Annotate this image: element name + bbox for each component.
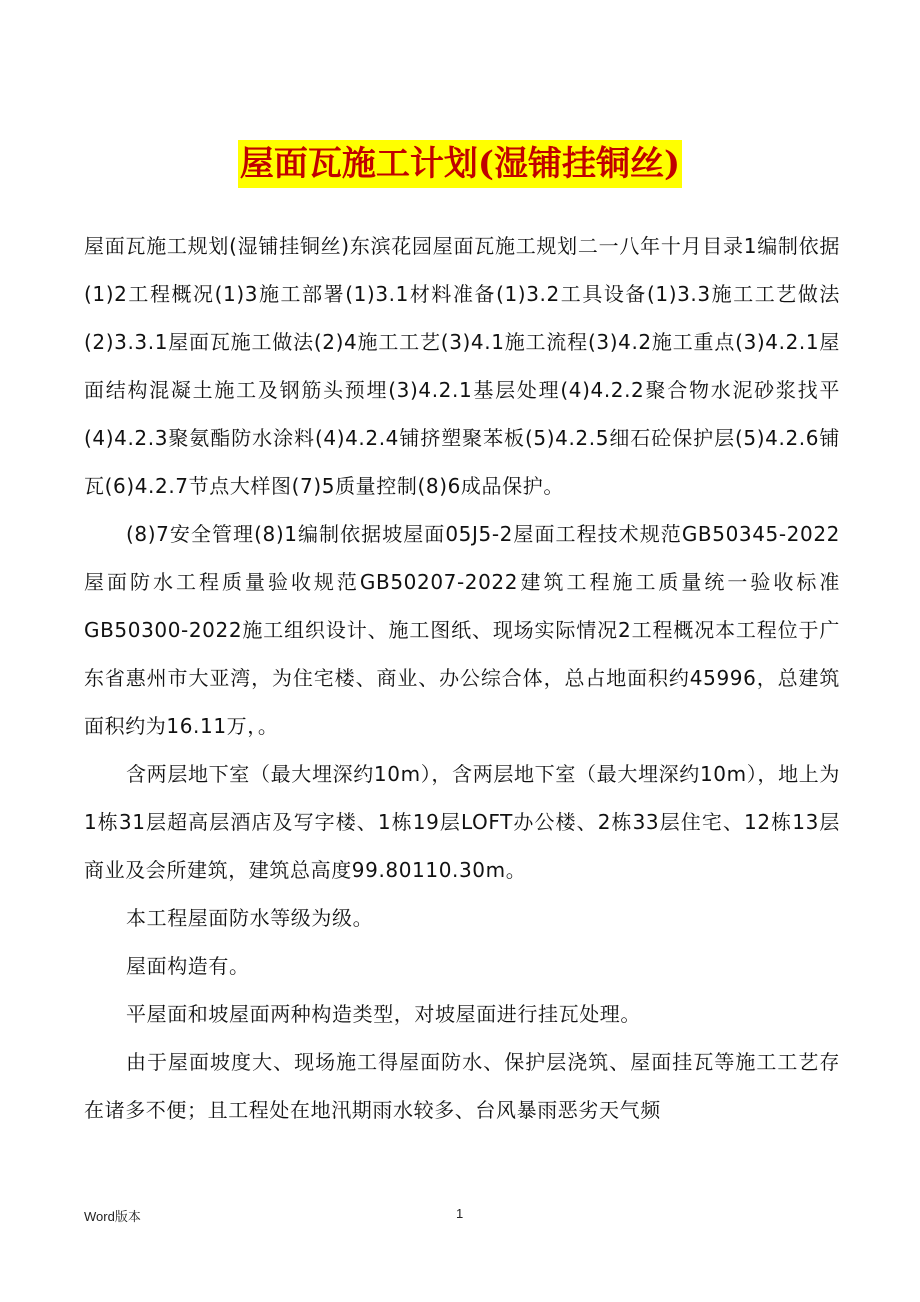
paragraph-4: 本工程屋面防水等级为级。: [126, 906, 374, 930]
paragraph-3: 含两层地下室（最大埋深约10m），含两层地下室（最大埋深约10m），地上为1栋31层超高层酒店及写字楼、1栋19层LOFT办公楼、2栋33层住宅、12栋13层商业及会所建筑，建筑总高度99.80110.30m。: [84, 762, 840, 882]
paragraph-1: 屋面瓦施工规划(湿铺挂铜丝)东滨花园屋面瓦施工规划二一八年十月目录1编制依据(1)2工程概况(1)3施工部署(1)3.1材料准备(1)3.2工具设备(1)3.3施工工艺做法(2)3.3.1屋面瓦施工做法(2)4施工工艺(3)4.1施工流程(3)4.2施工重点(3)4.2.1屋面结构混凝土施工及钢筋头预埋(3)4.2.1基层处理(4)4.2.2聚合物水泥砂浆找平(4)4.2.3聚氨酯防水涂料(4)4.2.4铺挤塑聚苯板(5)4.2.5细石砼保护层(5)4.2.6铺瓦(6)4.2.7节点大样图(7)5质量控制(8)6成品保护。: [84, 234, 840, 498]
paragraph-7: 由于屋面坡度大、现场施工得屋面防水、保护层浇筑、屋面挂瓦等施工工艺存在诸多不便；且工程处在地汛期雨水较多、台风暴雨恶劣天气频: [84, 1050, 840, 1122]
page-footer: [84, 1206, 840, 1226]
paragraph-6: 平屋面和坡屋面两种构造类型，对坡屋面进行挂瓦处理。: [126, 1002, 641, 1026]
title-container: [0, 140, 920, 188]
document-body: [84, 222, 840, 1134]
paragraph-5: 屋面构造有。: [126, 954, 250, 978]
document-title: 屋面瓦施工计划(湿铺挂铜丝): [238, 140, 682, 188]
paragraph-2: (8)7安全管理(8)1编制依据坡屋面05J5-2屋面工程技术规范GB50345-2022屋面防水工程质量验收规范GB50207-2022建筑工程施工质量统一验收标准GB50300-2022施工组织设计、施工图纸、现场实际情况2工程概况本工程位于广东省惠州市大亚湾，为住宅楼、商业、办公综合体，总占地面积约45996，总建筑面积约为16.11万，。: [84, 522, 840, 738]
footer-label: Word版本: [84, 1209, 141, 1224]
page-number: 1: [456, 1206, 464, 1221]
